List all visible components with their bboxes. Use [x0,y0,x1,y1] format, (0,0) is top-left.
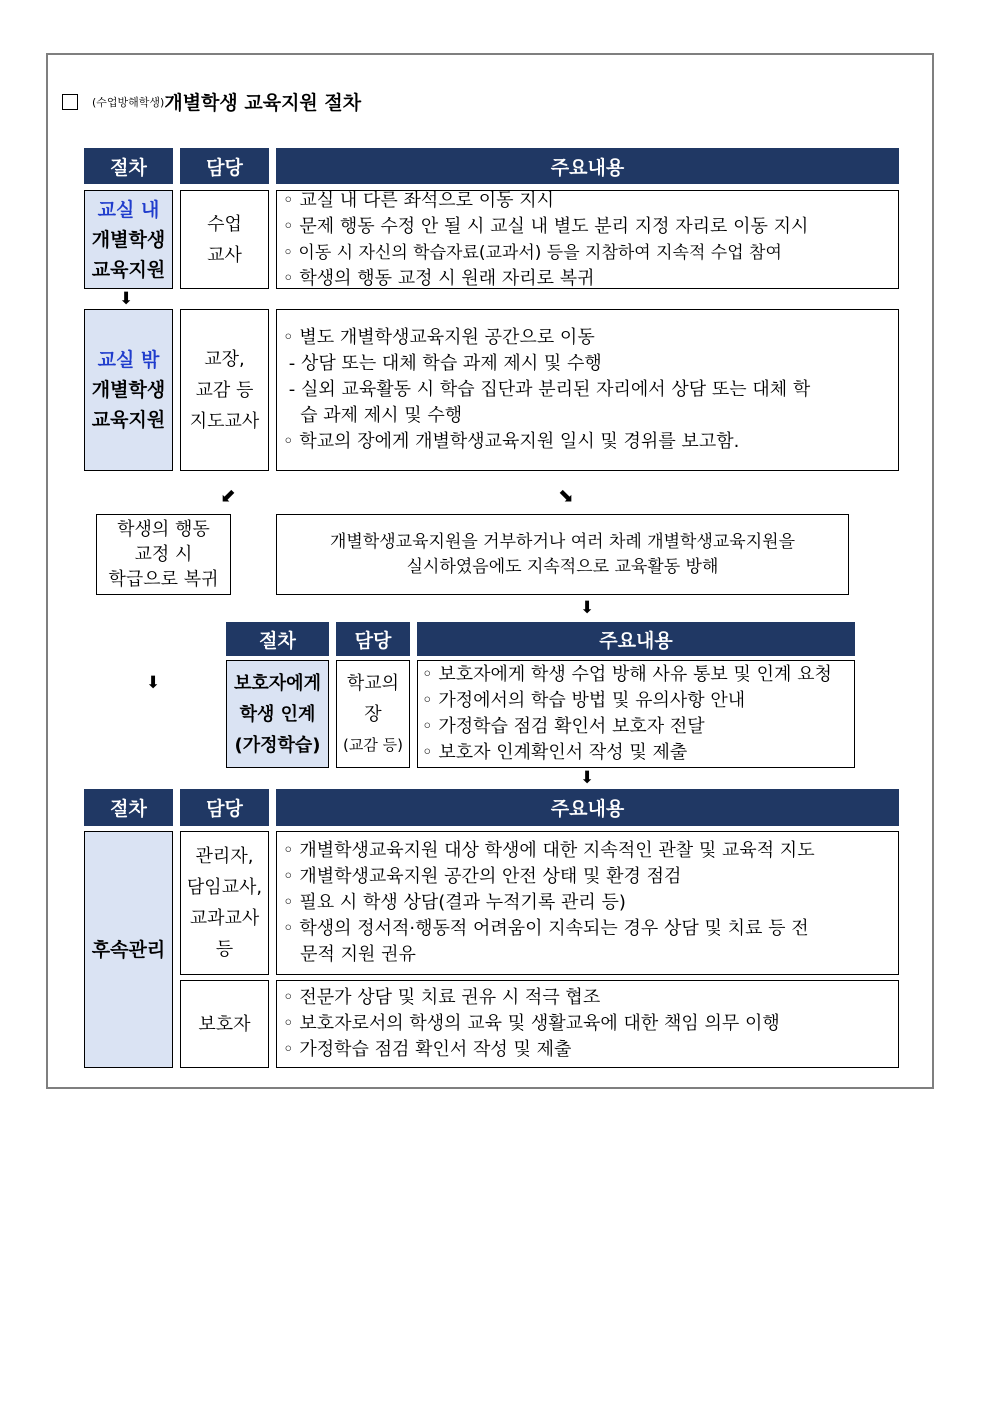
branch-right-line2: 실시하였음에도 지속적으로 교육활동 방해 [406,556,719,577]
step1-item: ◦ 이동 시 자신의 학습자료(교과서) 등을 지참하여 지속적 수업 참여 [283,242,782,263]
down-arrow-icon: ⬇ [580,598,595,618]
step4-item: ◦ 개별학생교육지원 대상 학생에 대한 지속적인 관찰 및 교육적 지도 [283,840,815,861]
step4-item: ◦ 개별학생교육지원 공간의 안전 상태 및 환경 점검 [283,866,682,887]
step4-owner-a-line1: 관리자, [195,846,254,867]
checkbox-icon [62,94,78,110]
step4-item: ◦ 보호자로서의 학생의 교육 및 생활교육에 대한 책임 의무 이행 [283,1013,780,1034]
step2-owner [180,309,269,471]
step4-item: ◦ 학생의 정서적·행동적 어려움이 지속되는 경우 상담 및 치료 등 전 [283,918,809,939]
step1-owner-line1: 수업 [207,213,242,235]
down-arrow-icon: ⬇ [580,768,595,788]
step3-item: ◦ 가정학습 점검 확인서 보호자 전달 [422,716,705,737]
step2-item: - 실외 교육활동 시 학습 집단과 분리된 자리에서 상담 또는 대체 학 [283,379,811,400]
step2-item: - 상담 또는 대체 학습 과제 제시 및 수행 [283,353,602,374]
step3-owner-line2: 장 [364,703,382,725]
branch-right-line1: 개별학생교육지원을 거부하거나 여러 차례 개별학생교육지원을 [329,531,795,552]
branch-right-box [276,514,849,595]
step2-label-line3: 교육지원 [91,409,166,431]
title-prefix: (수업방해학생) [92,95,165,109]
step1-owner-line2: 교사 [207,244,242,266]
down-right-arrow-icon: ⬊ [558,485,574,507]
title-row [62,88,361,115]
branch-left-line2: 교정 시 [134,544,193,565]
step1-owner [180,190,269,289]
step2-content [276,309,899,471]
step4-content-b [276,980,899,1068]
page-title: 개별학생 교육지원 절차 [164,92,362,114]
step4-label: 후속관리 [91,938,166,961]
down-arrow-icon: ⬇ [119,289,134,309]
step4-procedure [84,831,173,1068]
step3-procedure [226,660,329,768]
step3-item: ◦ 보호자 인계확인서 작성 및 제출 [422,742,688,763]
step4-item: ◦ 가정학습 점검 확인서 작성 및 제출 [283,1039,572,1060]
step1-label-line1: 교실 내 [97,198,160,221]
step3-owner-line3: (교감 등) [343,735,403,754]
step2-owner-line2: 교감 등 [195,379,254,401]
step4-item: 문적 지원 권유 [283,944,416,965]
step3-content [417,660,855,768]
step4-owner-a-line4: 등 [215,939,234,960]
header-content: 주요내용 [276,789,899,826]
step3-item: ◦ 가정에서의 학습 방법 및 유의사항 안내 [422,690,746,711]
step4-item: ◦ 전문가 상담 및 치료 권유 시 적극 협조 [283,987,601,1008]
branch-left-box [96,514,231,595]
branch-left-line3: 학급으로 복귀 [108,569,219,590]
header-procedure: 절차 [84,148,173,184]
step3-label-line3: (가정학습) [234,734,321,756]
step4-owner-a-line3: 교과교사 [189,908,260,929]
down-left-arrow-icon: ⬋ [220,485,236,507]
step4-owner-a [180,831,269,975]
header-procedure: 절차 [84,789,173,826]
step4-owner-b: 보호자 [180,980,269,1068]
header-content: 주요내용 [417,622,855,656]
down-arrow-icon: ⬇ [146,673,161,693]
step1-item: ◦ 학생의 행동 교정 시 원래 자리로 복귀 [283,267,595,289]
header-owner: 담당 [180,148,269,184]
step2-item: ◦ 별도 개별학생교육지원 공간으로 이동 [283,327,595,348]
step2-procedure [84,309,173,471]
header-content: 주요내용 [276,148,899,184]
step1-item: ◦ 문제 행동 수정 안 될 시 교실 내 별도 분리 지정 자리로 이동 지시 [283,215,809,237]
step3-item: ◦ 보호자에게 학생 수업 방해 사유 통보 및 인계 요청 [422,664,832,685]
header-owner: 담당 [336,622,410,656]
step1-label-line2: 개별학생 [91,228,166,251]
step1-item: ◦ 교실 내 다른 좌석으로 이동 지시 [283,189,554,211]
step1-label-line3: 교육지원 [91,258,166,281]
step2-owner-line3: 지도교사 [189,410,260,432]
step1-procedure [84,190,173,289]
step4-content-a [276,831,899,975]
header-procedure: 절차 [226,622,329,656]
step3-owner [336,660,410,768]
step2-item: 습 과제 제시 및 수행 [283,405,463,426]
step2-label-line1: 교실 밖 [97,349,160,371]
branch-left-line1: 학생의 행동 [117,519,210,540]
step2-owner-line1: 교장, [204,348,245,370]
step3-label-line1: 보호자에게 [234,672,321,694]
step4-item: ◦ 필요 시 학생 상담(결과 누적기록 관리 등) [283,892,626,913]
step3-owner-line1: 학교의 [346,672,400,694]
header-owner: 담당 [180,789,269,826]
step2-label-line2: 개별학생 [91,379,166,401]
step1-content [276,190,899,289]
step4-owner-a-line2: 담임교사, [186,877,263,898]
step3-label-line2: 학생 인계 [239,703,316,725]
step2-item: ◦ 학교의 장에게 개별학생교육지원 일시 및 경위를 보고함. [283,431,740,452]
